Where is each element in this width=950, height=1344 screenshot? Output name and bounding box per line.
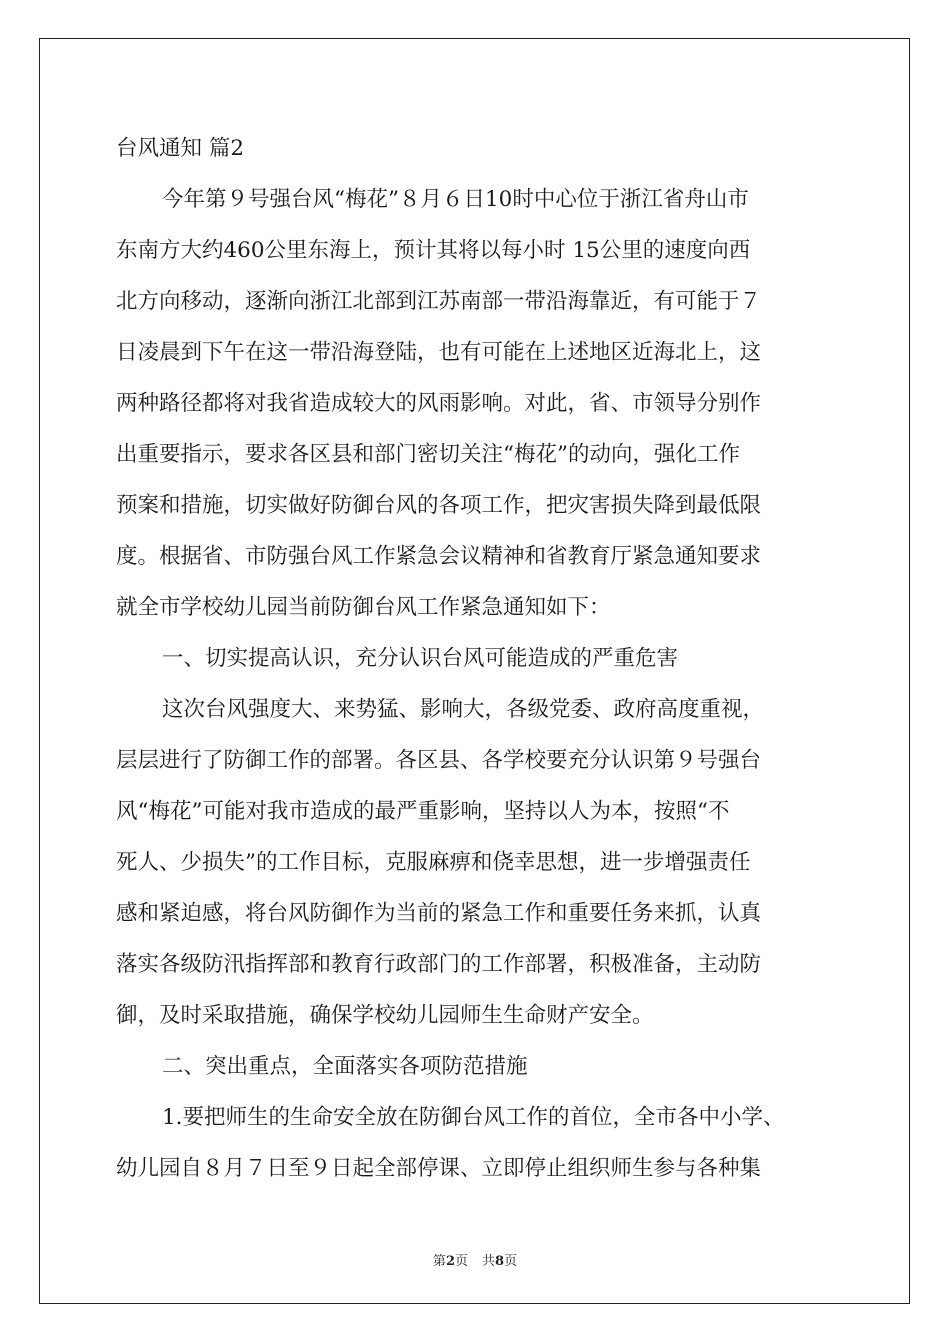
total-suffix: 页: [504, 1254, 518, 1269]
document-title: 台风通知 篇2: [116, 136, 245, 161]
paragraph-line: 北方向移动，逐渐向浙江北部到江苏南部一带沿海靠近，有可能于７: [116, 289, 762, 314]
page-number: 2: [445, 1254, 455, 1269]
paragraph-line: 日凌晨到下午在这一带沿海登陆，也有可能在上述地区近海北上，这: [116, 340, 762, 365]
paragraph-line: 御，及时采取措施，确保学校幼儿园师生生命财产安全。: [116, 1003, 654, 1028]
paragraph-line: 幼儿园自８月７日至９日起全部停课、立即停止组织师生参与各种集: [116, 1156, 762, 1181]
paragraph-line: 死人、少损失”的工作目标，克服麻痹和侥幸思想，进一步增强责任: [116, 850, 751, 875]
paragraph-line: 今年第９号强台风“梅花”８月６日10时中心位于浙江省舟山市: [162, 187, 749, 212]
paragraph-line: 就全市学校幼儿园当前防御台风工作紧急通知如下：: [116, 595, 611, 620]
paragraph-line: 落实各级防汛指挥部和教育行政部门的工作部署，积极准备，主动防: [116, 952, 762, 977]
section-heading: 二、突出重点，全面落实各项防范措施: [162, 1054, 528, 1079]
paragraph-line: 度。根据省、市防强台风工作紧急会议精神和省教育厅紧急通知要求: [116, 544, 762, 569]
paragraph-line: 东南方大约460公里东海上，预计其将以每小时 15公里的速度向西: [116, 238, 751, 263]
page-suffix: 页: [454, 1254, 468, 1269]
paragraph-line: 1.要把师生的生命安全放在防御台风工作的首位，全市各中小学、: [162, 1105, 785, 1130]
paragraph-line: 这次台风强度大、来势猛、影响大，各级党委、政府高度重视，: [162, 697, 765, 722]
total-pages: 8: [495, 1254, 505, 1269]
paragraph-line: 风“梅花”可能对我市造成的最严重影响，坚持以人为本，按照“不: [116, 799, 730, 824]
page-footer: [0, 1250, 950, 1269]
paragraph-line: 预案和措施，切实做好防御台风的各项工作，把灾害损失降到最低限: [116, 493, 762, 518]
page-prefix: 第: [432, 1254, 446, 1269]
section-heading: 一、切实提高认识，充分认识台风可能造成的严重危害: [162, 646, 679, 671]
total-prefix: 共: [482, 1254, 496, 1269]
paragraph-line: 两种路径都将对我省造成较大的风雨影响。对此，省、市领导分别作: [116, 391, 762, 416]
paragraph-line: 出重要指示，要求各区县和部门密切关注“梅花”的动向，强化工作: [116, 442, 740, 467]
paragraph-line: 感和紧迫感，将台风防御作为当前的紧急工作和重要任务来抓，认真: [116, 901, 762, 926]
paragraph-line: 层层进行了防御工作的部署。各区县、各学校要充分认识第９号强台: [116, 748, 762, 773]
